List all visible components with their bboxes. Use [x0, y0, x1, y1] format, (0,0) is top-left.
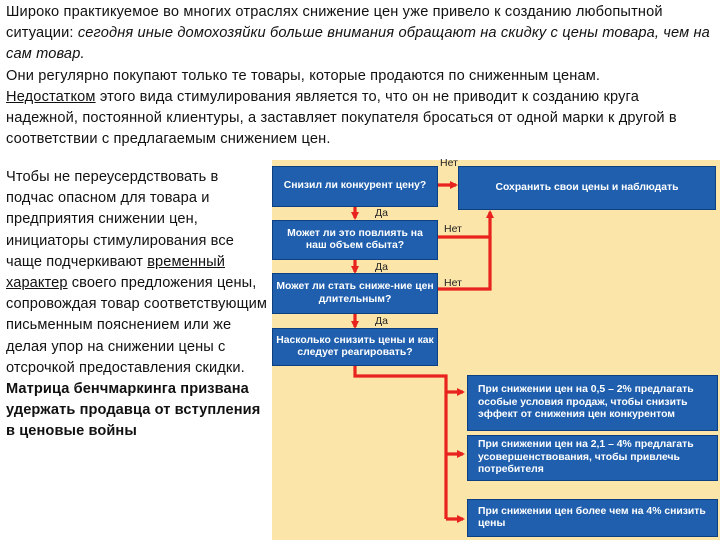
- left-column-text: [6, 167, 268, 443]
- question-sales-impact: Может ли это повлиять на наш объем сбыта?: [272, 220, 438, 260]
- intro-paragraph-2: Они регулярно покупают только те товары, которые продаются по сниженным ценам.: [6, 67, 601, 84]
- label-no-1: Нет: [440, 157, 458, 169]
- left-text-before: Чтобы не переусердствовать в подчас опасном для товара и предприятия снижении цен, инициаторы стимулирования все чаще подчеркивают: [6, 169, 234, 270]
- label-yes-2: Да: [375, 261, 388, 273]
- intro-p1-text: Широко практикуемое во многих отраслях снижение цен уже привело к созданию любопытной ситуации:: [6, 4, 663, 42]
- left-text-after: своего предложения цены, сопровождая товар соответствующим письменным пояснением или же делая упор на снижении цены с отсрочкой предоставления скидки.: [6, 275, 268, 376]
- label-no-3: Нет: [444, 277, 462, 289]
- outcome-keep-prices: Сохранить свои цены и наблюдать: [458, 166, 716, 210]
- intro-p1-italic: сегодня иные домохозяйки больше внимания обращают на скидку с цены товара, чем на сам товар.: [6, 25, 710, 63]
- result-large-cut: При снижении цен более чем на 4% снизить цены: [467, 499, 718, 537]
- left-underlined-text: временный характер: [6, 253, 225, 292]
- arrow-trunk: [355, 366, 446, 519]
- decision-flowchart: [272, 157, 720, 540]
- label-yes-1: Да: [375, 207, 388, 219]
- question-competitor-cut-price: Снизил ли конкурент цену?: [272, 166, 438, 207]
- label-no-2: Нет: [444, 223, 462, 235]
- question-how-much-react: Насколько снизить цены и как следует реагировать?: [272, 328, 438, 366]
- intro-text: [6, 2, 714, 150]
- label-yes-3: Да: [375, 315, 388, 327]
- intro-p3-text: этого вида стимулирования является то, что он не приводит к созданию круга надежной, постоянной клиентуры, а заставляет покупателя бросаться от одной марки к другой в соответствии с предлагаемым снижением цен.: [6, 88, 677, 148]
- benchmarking-statement: Матрица бенчмаркинга призвана удержать продавца от вступления в ценовые войны: [6, 381, 261, 440]
- intro-underlined-word: Недостатком: [6, 88, 96, 105]
- intro-paragraph-3: [6, 87, 714, 151]
- result-small-cut: При снижении цен на 0,5 – 2% предлагать особые условия продаж, чтобы снизить эффект от снижения цен конкурентом: [467, 375, 718, 431]
- left-paragraph: [6, 167, 268, 379]
- result-medium-cut: При снижении цен на 2,1 – 4% предлагать усовершенствования, чтобы привлечь потребителя: [467, 435, 718, 481]
- intro-paragraph-1: [6, 2, 714, 66]
- question-long-term: Может ли стать сниже-ние цен длительным?: [272, 273, 438, 314]
